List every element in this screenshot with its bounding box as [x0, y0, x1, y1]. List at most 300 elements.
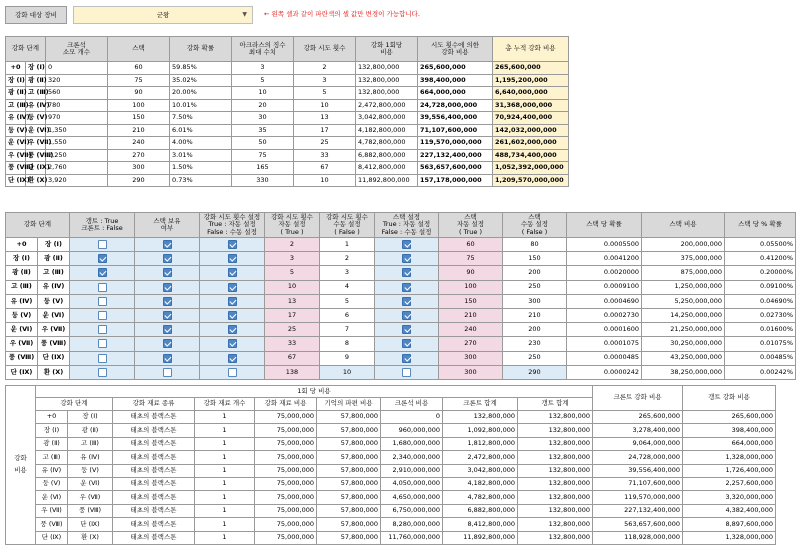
t1-cell: 2,760 [46, 162, 108, 175]
t3-cell: 132,800,000 [518, 504, 593, 517]
t3-cell: 75,000,000 [255, 437, 317, 450]
t1-cell: 7.50% [170, 112, 232, 125]
t2-attempt-manual[interactable]: 3 [320, 266, 375, 280]
t1-cell: 8,412,800,000 [356, 162, 418, 175]
t3-cell: 563,657,600,000 [593, 518, 683, 531]
t1-cell: 970 [46, 112, 108, 125]
t2-stack-percent: 0.01600% [725, 323, 796, 337]
attempt-auto-checkbox[interactable] [228, 297, 237, 306]
t2-to: 광 (Ⅱ) [38, 252, 70, 266]
stack-auto-checkbox-cell [375, 238, 439, 252]
t3-cell: 광 (Ⅱ) [36, 437, 68, 450]
t3-cell: 태초의 블랙스톤 [113, 451, 195, 464]
stack-auto-checkbox[interactable] [402, 311, 411, 320]
stack-owned-checkbox-cell [135, 280, 200, 294]
stack-owned-checkbox[interactable] [163, 268, 172, 277]
t2-from: 둥 (Ⅴ) [6, 308, 38, 322]
t3-cell: 태초의 블랙스톤 [113, 491, 195, 504]
stack-owned-checkbox-cell [135, 351, 200, 365]
attempt-auto-checkbox[interactable] [228, 240, 237, 249]
t2-header-cell: 강화 단계 [6, 213, 70, 238]
t3-cell: 11,892,800,000 [443, 531, 518, 544]
t1-row [6, 124, 569, 137]
t2-stack-prob: 0.0001600 [567, 323, 642, 337]
t1-cell: 320 [46, 74, 108, 87]
t3-cell: 6,750,000,000 [381, 504, 443, 517]
gant-toggle-checkbox[interactable] [98, 268, 107, 277]
stack-auto-checkbox[interactable] [402, 297, 411, 306]
t2-stack-auto: 60 [439, 238, 503, 252]
t2-from: 우 (Ⅶ) [6, 337, 38, 351]
t2-stack-cost: 1,250,000,000 [642, 280, 725, 294]
t3-row [6, 477, 776, 490]
t3-cell: 1,726,400,000 [683, 464, 776, 477]
t2-stack-percent: 0.09100% [725, 280, 796, 294]
stack-owned-checkbox[interactable] [163, 368, 172, 377]
t1-header-cell: 시도 횟수에 의한 강화 비용 [418, 37, 493, 62]
t1-cell: 6,640,000,000 [493, 87, 569, 100]
target-equipment-select[interactable] [73, 6, 253, 24]
t3-cell: 8,412,800,000 [443, 518, 518, 531]
t3-cell: 3,320,000,000 [683, 491, 776, 504]
t2-attempt-auto: 13 [265, 294, 320, 308]
stack-owned-checkbox-cell [135, 323, 200, 337]
t2-attempt-manual[interactable]: 4 [320, 280, 375, 294]
t2-attempt-auto: 2 [265, 238, 320, 252]
t1-cell: 17 [294, 124, 356, 137]
t1-cell: 단 (Ⅸ) [6, 174, 26, 187]
gant-toggle-checkbox-cell [70, 238, 135, 252]
t1-header-cell: 강화 1회당 비용 [356, 37, 418, 62]
t2-stack-auto: 100 [439, 280, 503, 294]
t3-header-cell: 크론석 비용 [381, 398, 443, 411]
t3-cell: 57,800,000 [317, 477, 381, 490]
t2-stack-cost: 21,250,000,000 [642, 323, 725, 337]
t2-stack-auto: 240 [439, 323, 503, 337]
attempt-auto-checkbox[interactable] [228, 354, 237, 363]
attempt-auto-checkbox[interactable] [228, 339, 237, 348]
t2-stack-cost: 30,250,000,000 [642, 337, 725, 351]
t1-cell: 100 [108, 99, 170, 112]
t1-cell: 유 (Ⅳ) [6, 112, 26, 125]
t1-cell: 고 (Ⅲ) [6, 99, 26, 112]
t2-from: 고 (Ⅲ) [6, 280, 38, 294]
stack-auto-checkbox[interactable] [402, 368, 411, 377]
t1-cell: 1,052,392,000,000 [493, 162, 569, 175]
t3-cell: 환 (Ⅹ) [68, 531, 113, 544]
t1-cell: 10 [294, 99, 356, 112]
t2-row [6, 294, 796, 308]
t1-row [6, 74, 569, 87]
t1-cell: 운 (Ⅵ) [26, 124, 46, 137]
t1-cell: 20.00% [170, 87, 232, 100]
t3-cell: 9,064,000,000 [593, 437, 683, 450]
t2-from: 풍 (Ⅷ) [6, 351, 38, 365]
t3-cell: 1 [195, 491, 255, 504]
t2-attempt-manual[interactable]: 6 [320, 308, 375, 322]
t3-cell: 태초의 블랙스톤 [113, 424, 195, 437]
t2-stack-manual[interactable]: 210 [503, 308, 567, 322]
t2-stack-cost: 38,250,000,000 [642, 365, 725, 379]
t1-cell: 90 [108, 87, 170, 100]
gant-toggle-checkbox-cell [70, 308, 135, 322]
gant-toggle-checkbox[interactable] [98, 240, 107, 249]
t2-attempt-auto: 10 [265, 280, 320, 294]
attempt-auto-checkbox-cell [200, 337, 265, 351]
t1-cell: 157,178,000,000 [418, 174, 493, 187]
t3-cell: 풍 (Ⅷ) [36, 518, 68, 531]
t3-row [6, 518, 776, 531]
t3-cell: 57,800,000 [317, 424, 381, 437]
target-equipment-label: 강화 대상 장비 [5, 6, 67, 24]
stack-owned-checkbox[interactable] [163, 311, 172, 320]
t3-cell: 119,570,000,000 [593, 491, 683, 504]
t3-cell: 57,800,000 [317, 518, 381, 531]
t2-stack-cost: 200,000,000 [642, 238, 725, 252]
t1-header-cell: 크론석 소모 개수 [46, 37, 108, 62]
t3-row [6, 531, 776, 544]
t2-stack-manual[interactable]: 250 [503, 351, 567, 365]
stack-auto-checkbox[interactable] [402, 283, 411, 292]
t3-cell: 57,800,000 [317, 451, 381, 464]
t1-row [6, 87, 569, 100]
t3-header-cell: 강화 재료 종류 [113, 398, 195, 411]
t1-row [6, 149, 569, 162]
t2-attempt-auto: 67 [265, 351, 320, 365]
t3-cell: 265,600,000 [593, 411, 683, 424]
t1-cell: 4,782,800,000 [356, 137, 418, 150]
gant-toggle-checkbox[interactable] [98, 354, 107, 363]
stack-auto-checkbox[interactable] [402, 254, 411, 263]
gant-toggle-checkbox[interactable] [98, 283, 107, 292]
attempt-auto-checkbox[interactable] [228, 283, 237, 292]
t1-cell: 20 [232, 99, 294, 112]
stack-owned-checkbox[interactable] [163, 283, 172, 292]
t2-stack-auto: 90 [439, 266, 503, 280]
t1-cell: 단 (Ⅸ) [26, 162, 46, 175]
t1-cell: 11,892,800,000 [356, 174, 418, 187]
t3-cell: 단 (Ⅸ) [36, 531, 68, 544]
t3-cell: 57,800,000 [317, 411, 381, 424]
stack-owned-checkbox-cell [135, 365, 200, 379]
t1-cell: 132,800,000 [356, 87, 418, 100]
t2-row [6, 266, 796, 280]
t2-header-cell: 스택 자동 설정 ( True ) [439, 213, 503, 238]
t2-stack-cost: 875,000,000 [642, 266, 725, 280]
gant-toggle-checkbox-cell [70, 294, 135, 308]
t1-cell: 0 [46, 62, 108, 75]
gant-toggle-checkbox[interactable] [98, 339, 107, 348]
t1-cell: 2,250 [46, 149, 108, 162]
t1-cell: 261,602,000,000 [493, 137, 569, 150]
t1-cell: 1,209,570,000,000 [493, 174, 569, 187]
t2-stack-auto: 300 [439, 365, 503, 379]
attempt-auto-checkbox-cell [200, 308, 265, 322]
t2-attempt-manual[interactable]: 5 [320, 294, 375, 308]
t2-header-cell: 스택 당 % 확률 [725, 213, 796, 238]
t2-stack-percent: 0.02730% [725, 308, 796, 322]
t3-cell: 57,800,000 [317, 491, 381, 504]
t2-stack-manual[interactable]: 290 [503, 365, 567, 379]
t3-row [6, 424, 776, 437]
t3-cell: 265,600,000 [683, 411, 776, 424]
t2-attempt-manual[interactable]: 2 [320, 252, 375, 266]
stack-owned-checkbox[interactable] [163, 354, 172, 363]
t1-cell: 13 [294, 112, 356, 125]
stack-owned-checkbox[interactable] [163, 325, 172, 334]
t1-cell: 33 [294, 149, 356, 162]
t3-header-cell: 갱트 강화 비용 [683, 386, 776, 411]
t1-cell: 70,924,400,000 [493, 112, 569, 125]
t3-cell: 1,328,000,000 [683, 531, 776, 544]
t3-cell: 132,800,000 [518, 491, 593, 504]
t2-stack-cost: 43,250,000,000 [642, 351, 725, 365]
stack-owned-checkbox[interactable] [163, 240, 172, 249]
t1-header-cell: 아크라스의 징수 최대 수치 [232, 37, 294, 62]
t2-header-cell: 강화 시도 횟수 자동 설정 ( True ) [265, 213, 320, 238]
t3-cell: 1 [195, 531, 255, 544]
stack-owned-checkbox-cell [135, 294, 200, 308]
attempt-auto-checkbox[interactable] [228, 368, 237, 377]
stack-owned-checkbox[interactable] [163, 254, 172, 263]
stack-owned-checkbox-cell [135, 337, 200, 351]
attempt-auto-checkbox-cell [200, 351, 265, 365]
stack-owned-checkbox[interactable] [163, 297, 172, 306]
t1-cell: 광 (Ⅱ) [6, 87, 26, 100]
attempt-auto-checkbox[interactable] [228, 325, 237, 334]
attempt-auto-checkbox[interactable] [228, 254, 237, 263]
attempt-auto-checkbox-cell [200, 266, 265, 280]
stack-auto-checkbox-cell [375, 323, 439, 337]
t1-cell: 10 [294, 174, 356, 187]
gant-toggle-checkbox-cell [70, 351, 135, 365]
t3-cell: 3,278,400,000 [593, 424, 683, 437]
t1-cell: 35 [232, 124, 294, 137]
stack-owned-checkbox[interactable] [163, 339, 172, 348]
t3-cell: 장 (Ⅰ) [68, 411, 113, 424]
stack-auto-checkbox-cell [375, 337, 439, 351]
t3-group-row [6, 386, 776, 398]
t3-cell: 75,000,000 [255, 504, 317, 517]
t1-header-cell: 스택 [108, 37, 170, 62]
t2-stack-manual[interactable]: 200 [503, 323, 567, 337]
t1-cell: 환 (Ⅹ) [26, 174, 46, 187]
t3-group-header: 1회 당 비용 [36, 386, 593, 398]
t1-cell: 5 [232, 74, 294, 87]
t2-to: 우 (Ⅶ) [38, 323, 70, 337]
attempt-auto-checkbox[interactable] [228, 268, 237, 277]
t2-stack-prob: 0.0041200 [567, 252, 642, 266]
t3-header-cell: 크론트 합계 [443, 398, 518, 411]
t3-cell: 132,800,000 [518, 477, 593, 490]
gant-toggle-checkbox-cell [70, 337, 135, 351]
stack-auto-checkbox[interactable] [402, 268, 411, 277]
t1-cell: 3.01% [170, 149, 232, 162]
stack-owned-checkbox-cell [135, 252, 200, 266]
t1-cell: 488,734,400,000 [493, 149, 569, 162]
t2-stack-manual[interactable]: 80 [503, 238, 567, 252]
t3-row [6, 451, 776, 464]
t2-header-cell: 갱트 : True 크론트 : False [70, 213, 135, 238]
t3-cell: 4,650,000,000 [381, 491, 443, 504]
t2-from: 운 (Ⅵ) [6, 323, 38, 337]
t2-stack-prob: 0.0002730 [567, 308, 642, 322]
t3-header-cell: 갱트 합계 [518, 398, 593, 411]
t3-cell: 고 (Ⅲ) [68, 437, 113, 450]
instruction-note: ← 왼쪽 셀과 같이 파란색의 셀 값만 변경이 가능합니다. [264, 10, 420, 18]
t1-cell: 142,032,000,000 [493, 124, 569, 137]
t1-cell: 227,132,400,000 [418, 149, 493, 162]
t2-attempt-manual[interactable]: 7 [320, 323, 375, 337]
stack-auto-checkbox[interactable] [402, 339, 411, 348]
t3-cell: 1,092,800,000 [443, 424, 518, 437]
t1-cell: 265,600,000 [493, 62, 569, 75]
t3-cell: 태초의 블랙스톤 [113, 437, 195, 450]
t3-cell: 132,800,000 [518, 518, 593, 531]
t1-cell: 30 [232, 112, 294, 125]
t2-row [6, 238, 796, 252]
t3-cell: 11,760,000,000 [381, 531, 443, 544]
gant-toggle-checkbox[interactable] [98, 254, 107, 263]
t3-cell: 우 (Ⅶ) [68, 491, 113, 504]
t3-cell: 4,050,000,000 [381, 477, 443, 490]
t2-attempt-manual[interactable]: 9 [320, 351, 375, 365]
t1-cell: 563,657,600,000 [418, 162, 493, 175]
t2-stack-manual[interactable]: 230 [503, 337, 567, 351]
t2-stack-prob: 0.0004690 [567, 294, 642, 308]
t1-cell: 132,800,000 [356, 62, 418, 75]
t1-cell: 240 [108, 137, 170, 150]
t3-cell: 태초의 블랙스톤 [113, 504, 195, 517]
t3-cell: 1 [195, 437, 255, 450]
t3-cell: 39,556,400,000 [593, 464, 683, 477]
gant-toggle-checkbox[interactable] [98, 368, 107, 377]
t2-attempt-auto: 3 [265, 252, 320, 266]
t2-stack-manual[interactable]: 150 [503, 252, 567, 266]
t2-to: 운 (Ⅵ) [38, 308, 70, 322]
t1-row [6, 137, 569, 150]
t2-stack-prob: 0.0001075 [567, 337, 642, 351]
stack-auto-checkbox[interactable] [402, 240, 411, 249]
t2-attempt-auto: 5 [265, 266, 320, 280]
t2-row [6, 323, 796, 337]
stack-auto-checkbox[interactable] [402, 325, 411, 334]
t2-attempt-manual[interactable]: 1 [320, 238, 375, 252]
t1-cell: 60 [108, 62, 170, 75]
attempt-auto-checkbox-cell [200, 294, 265, 308]
t2-from: 단 (Ⅸ) [6, 365, 38, 379]
stack-owned-checkbox-cell [135, 266, 200, 280]
gant-toggle-checkbox-cell [70, 365, 135, 379]
t3-cell: 1,812,800,000 [443, 437, 518, 450]
t1-cell: +0 [6, 62, 26, 75]
t1-cell: 50 [232, 137, 294, 150]
t3-cell: 8,280,000,000 [381, 518, 443, 531]
t2-row [6, 252, 796, 266]
t3-cell: 2,472,800,000 [443, 451, 518, 464]
t1-cell: 132,800,000 [356, 74, 418, 87]
t3-cell: 132,800,000 [518, 437, 593, 450]
t1-row [6, 62, 569, 75]
gant-toggle-checkbox-cell [70, 266, 135, 280]
t3-cell: 57,800,000 [317, 504, 381, 517]
t3-row [6, 491, 776, 504]
t1-cell: 4.00% [170, 137, 232, 150]
t1-cell: 4,182,800,000 [356, 124, 418, 137]
stack-auto-checkbox[interactable] [402, 354, 411, 363]
t3-cell: 3,042,800,000 [443, 464, 518, 477]
t2-stack-prob: 0.0000485 [567, 351, 642, 365]
stack-owned-checkbox-cell [135, 238, 200, 252]
t3-cell: 4,182,800,000 [443, 477, 518, 490]
gant-toggle-checkbox[interactable] [98, 325, 107, 334]
t1-cell: 25 [294, 137, 356, 150]
t2-stack-prob: 0.0005500 [567, 238, 642, 252]
t3-cell: 57,800,000 [317, 437, 381, 450]
t3-cell: 광 (Ⅱ) [68, 424, 113, 437]
t2-stack-auto: 75 [439, 252, 503, 266]
t2-stack-manual[interactable]: 300 [503, 294, 567, 308]
t1-cell: 3,920 [46, 174, 108, 187]
t2-header-cell: 스택 설정 True : 자동 설정 False : 수동 설정 [375, 213, 439, 238]
t1-header-cell: 총 누적 강화 비용 [493, 37, 569, 62]
t3-cell: 132,800,000 [518, 424, 593, 437]
stack-auto-checkbox-cell [375, 308, 439, 322]
t1-cell: 우 (Ⅶ) [26, 137, 46, 150]
t3-row [6, 504, 776, 517]
t3-cell: 75,000,000 [255, 411, 317, 424]
t2-stack-manual[interactable]: 200 [503, 266, 567, 280]
t2-header-cell: 스택 비용 [642, 213, 725, 238]
t2-stack-percent: 0.20000% [725, 266, 796, 280]
t3-cell: 2,910,000,000 [381, 464, 443, 477]
t1-cell: 3,042,800,000 [356, 112, 418, 125]
attempt-auto-checkbox[interactable] [228, 311, 237, 320]
t3-cell: 75,000,000 [255, 477, 317, 490]
t3-cell: 132,800,000 [518, 451, 593, 464]
t2-attempt-manual[interactable]: 8 [320, 337, 375, 351]
t3-cell: 우 (Ⅶ) [36, 504, 68, 517]
t1-cell: 150 [108, 112, 170, 125]
t3-cell: 태초의 블랙스톤 [113, 464, 195, 477]
t1-cell: 1,350 [46, 124, 108, 137]
t3-header-cell: 강화 재료 개수 [195, 398, 255, 411]
stack-auto-checkbox-cell [375, 280, 439, 294]
t3-cell: 1 [195, 477, 255, 490]
gant-toggle-checkbox[interactable] [98, 311, 107, 320]
t1-cell: 고 (Ⅲ) [26, 87, 46, 100]
t3-cell: 0 [381, 411, 443, 424]
t3-cell: 1 [195, 451, 255, 464]
t2-stack-prob: 0.0000242 [567, 365, 642, 379]
t2-stack-manual[interactable]: 250 [503, 280, 567, 294]
t2-header-cell: 스택 당 확률 [567, 213, 642, 238]
stack-auto-checkbox-cell [375, 252, 439, 266]
t2-row [6, 337, 796, 351]
gant-toggle-checkbox[interactable] [98, 297, 107, 306]
t2-to: 둥 (Ⅴ) [38, 294, 70, 308]
enhance-cost-table [5, 385, 776, 545]
attempt-auto-checkbox-cell [200, 365, 265, 379]
t3-cell: 57,800,000 [317, 464, 381, 477]
t1-cell: 0.73% [170, 174, 232, 187]
t2-row [6, 308, 796, 322]
t1-cell: 780 [46, 99, 108, 112]
t2-stack-cost: 375,000,000 [642, 252, 725, 266]
t2-attempt-manual[interactable]: 10 [320, 365, 375, 379]
t3-cell: 75,000,000 [255, 424, 317, 437]
t3-header-cell: 강화 단계 [36, 398, 113, 411]
